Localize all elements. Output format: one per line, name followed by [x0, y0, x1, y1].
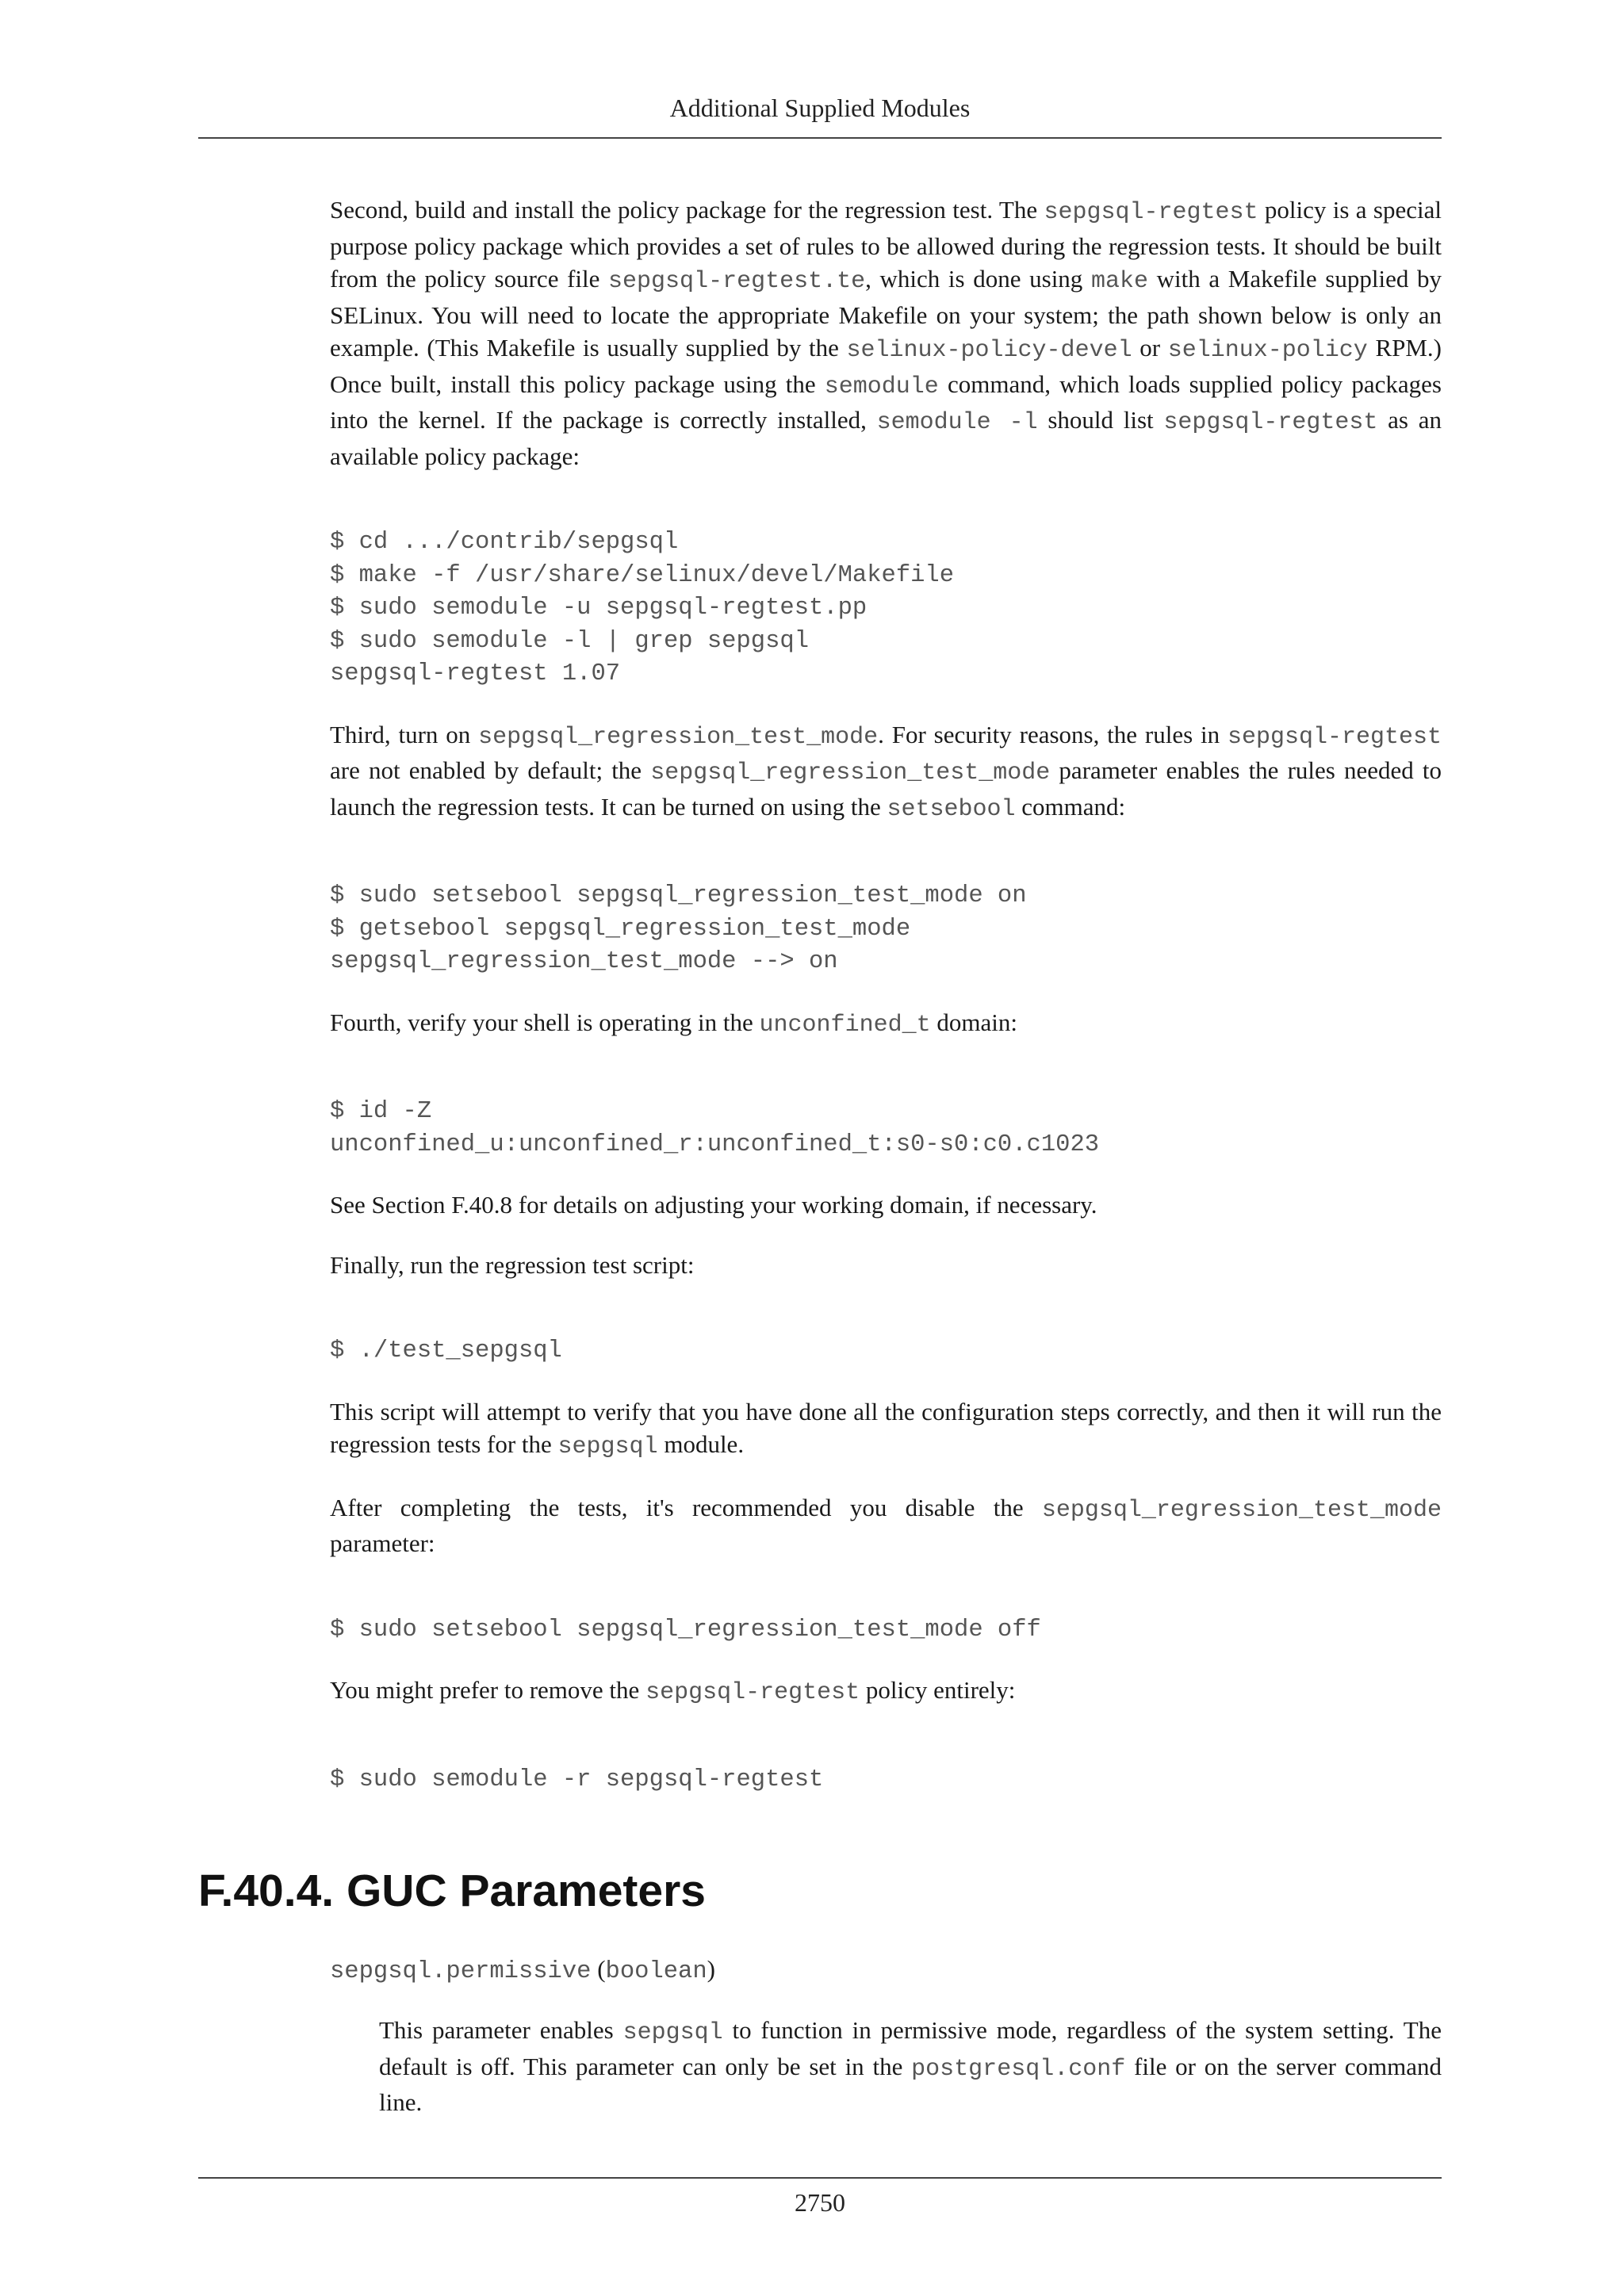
code-block-setsebool — [330, 880, 1442, 979]
text: parameter: — [330, 1529, 435, 1557]
literal: sepgsql_regression_test_mode — [478, 723, 879, 751]
literal: sepgsql-regtest — [645, 1679, 860, 1706]
literal: semodule -l — [876, 409, 1038, 436]
literal: sepgsql_regression_test_mode — [650, 760, 1051, 786]
text: are not enabled by default; the — [330, 756, 651, 784]
code-block-off — [330, 1614, 1442, 1647]
literal: sepgsql_regression_test_mode — [1041, 1496, 1442, 1524]
literal: sepgsql-regtest — [1163, 409, 1378, 436]
code-line: $ id -Z — [330, 1098, 432, 1125]
text: command: — [1015, 792, 1126, 821]
paragraph-remove-policy — [330, 1674, 1442, 1710]
text: with a Makefile supplied by SELinux. You will need to locate the appropriate Makefile on your system; the path shown below is only an example. (This Makefile is usually supplied by the — [330, 265, 1442, 362]
text: domain: — [930, 1008, 1017, 1036]
section-heading: F.40.4. GUC Parameters — [198, 1866, 706, 1916]
paragraph-script-explain — [330, 1395, 1442, 1464]
header-rule — [198, 137, 1442, 139]
footer-rule — [198, 2177, 1442, 2179]
code-line: $ sudo semodule -u sepgsql-regtest.pp — [330, 595, 868, 622]
paragraph-see-section: See Section F.40.8 for details on adjusting your working domain, if necessary. — [330, 1191, 1097, 1219]
literal: sepgsql-regtest — [1044, 199, 1258, 226]
literal: make — [1090, 268, 1148, 295]
guc-definition — [379, 2014, 1442, 2119]
document-body — [330, 193, 1442, 1797]
guc-type: boolean — [605, 1958, 707, 1985]
code-line: $ sudo setsebool sepgsql_regression_test_mode on — [330, 882, 1027, 909]
text: command, which loads supplied policy packages into the kernel. If the package is correctly installed, — [330, 369, 1442, 434]
text: Fourth, verify your shell is operating in the — [330, 1008, 760, 1036]
code-line: unconfined_u:unconfined_r:unconfined_t:s0-s0:c0.c1023 — [330, 1131, 1100, 1158]
text: file or on the server command line. — [379, 2052, 1442, 2116]
text: You might prefer to remove the — [330, 1676, 646, 1704]
literal: postgresql.conf — [911, 2055, 1126, 2083]
code-line: $ sudo semodule -l | grep sepgsql — [330, 627, 809, 655]
guc-description — [379, 2014, 1442, 2119]
guc-term — [330, 1955, 715, 1985]
code-block-test — [330, 1335, 1442, 1368]
code-line: $ make -f /usr/share/selinux/devel/Makefile — [330, 561, 955, 589]
running-header: Additional Supplied Modules — [669, 94, 971, 122]
literal: sepgsql — [557, 1433, 658, 1460]
literal: sepgsql-regtest.te — [608, 268, 866, 295]
paragraph-disable-mode — [330, 1491, 1442, 1560]
literal: sepgsql — [622, 2019, 723, 2046]
text: Second, build and install the policy package for the regression test. The — [330, 196, 1044, 224]
code-line: $ cd .../contrib/sepgsql — [330, 529, 679, 556]
text: RPM.) Once built, install this policy package using the — [330, 334, 1442, 398]
text: This script will attempt to verify that you have done all the configuration steps correctly, and then it will run the regression tests for the — [330, 1397, 1442, 1458]
paragraph-turn-on-mode — [330, 718, 1442, 827]
text: should list — [1037, 406, 1164, 434]
guc-name: sepgsql.permissive — [330, 1958, 592, 1985]
code-block-build — [330, 526, 1442, 691]
code-line: $ ./test_sepgsql — [330, 1337, 562, 1364]
text: module. — [657, 1430, 745, 1458]
text: as an available policy package: — [330, 406, 1442, 470]
page-number: 2750 — [795, 2188, 845, 2217]
code-block-remove — [330, 1764, 1442, 1797]
code-line: $ sudo semodule -r sepgsql-regtest — [330, 1766, 824, 1793]
guc-open-paren: ( — [591, 1955, 606, 1983]
text: policy is a special purpose policy package which provides a set of rules to be allowed during the regression tests. It should be built from the policy source file — [330, 196, 1442, 293]
paragraph-run-script: Finally, run the regression test script: — [330, 1250, 695, 1279]
code-line: $ getsebool sepgsql_regression_test_mode — [330, 915, 911, 943]
literal: sepgsql-regtest — [1227, 723, 1442, 751]
text: After completing the tests, it's recommended you disable the — [330, 1493, 1042, 1521]
code-line: sepgsql_regression_test_mode --> on — [330, 948, 838, 975]
paragraph-verify-domain — [330, 1006, 1442, 1043]
code-block-id — [330, 1096, 1442, 1161]
text: or — [1132, 334, 1168, 362]
guc-close-paren: ) — [707, 1955, 715, 1983]
text: Third, turn on — [330, 720, 479, 748]
paragraph-build-policy — [330, 193, 1442, 473]
literal: semodule — [824, 373, 939, 400]
literal: selinux-policy-devel — [846, 337, 1132, 364]
code-line: sepgsql-regtest 1.07 — [330, 660, 621, 687]
literal: setsebool — [887, 795, 1016, 823]
text: . For security reasons, the rules in — [878, 720, 1228, 748]
literal: unconfined_t — [759, 1011, 931, 1039]
literal: selinux-policy — [1167, 337, 1368, 364]
text: parameter enables the rules needed to launch the regression tests. It can be turned on using the — [330, 756, 1442, 821]
text: , which is done using — [865, 265, 1091, 293]
text: policy entirely: — [860, 1676, 1016, 1704]
code-line: $ sudo setsebool sepgsql_regression_test_mode off — [330, 1616, 1041, 1644]
text: to function in permissive mode, regardless of the system setting. The default is off. This parameter can only be set in the — [379, 2016, 1442, 2080]
text: This parameter enables — [379, 2016, 623, 2044]
